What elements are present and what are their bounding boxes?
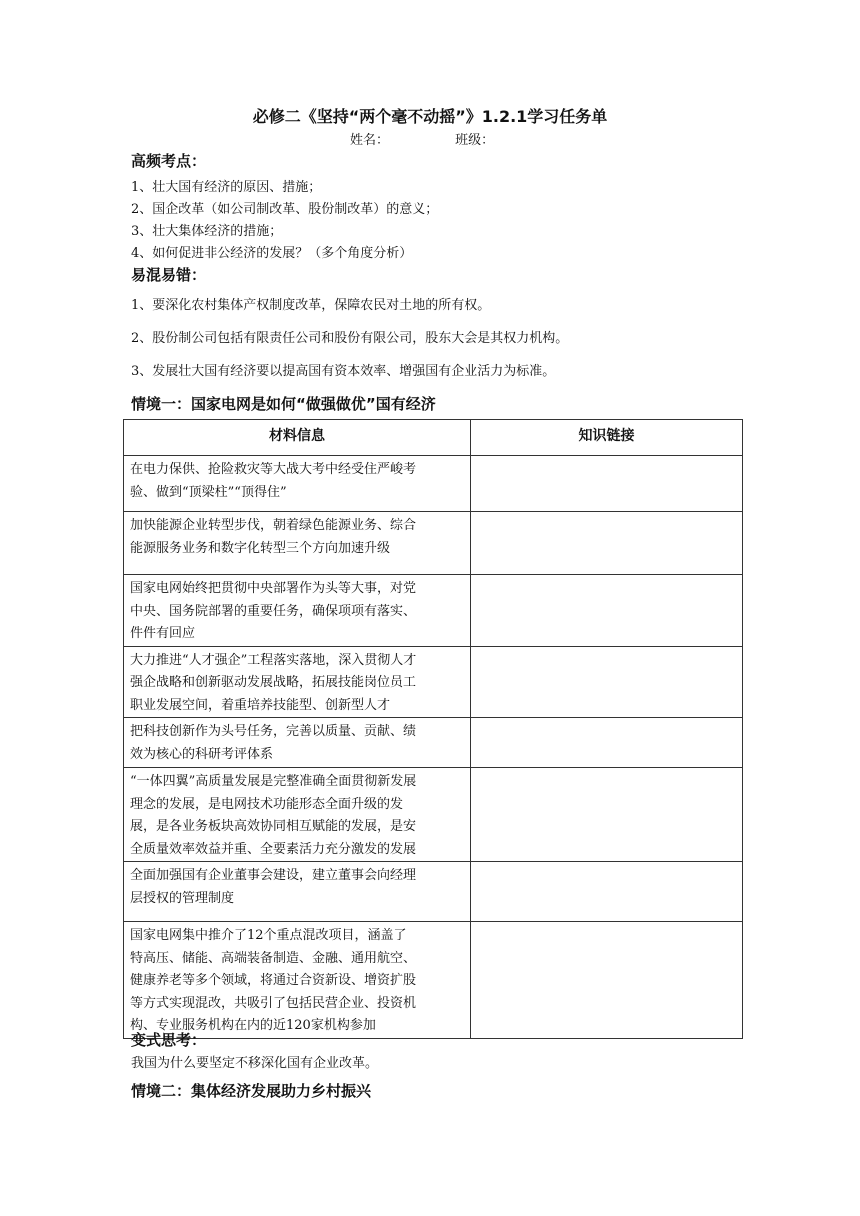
material-line: 在电力保供、抢险救灾等大战大考中经受住严峻考 [130, 462, 417, 477]
scenario2-heading: 情境二：集体经济发展助力乡村振兴 [131, 1082, 372, 1100]
name-label: 姓名： [350, 133, 390, 148]
material-knowledge-table [123, 419, 743, 1039]
class-label: 班级： [455, 133, 495, 148]
material-cell [124, 862, 471, 922]
table-header-row [124, 420, 743, 456]
material-cell [124, 575, 471, 647]
yihun-item: 2、股份制公司包括有限责任公司和股份有限公司，股东大会是其权力机构。 [131, 331, 569, 346]
material-line: 等方式实现混改，共吸引了包括民营企业、投资机 [130, 995, 417, 1011]
material-cell [124, 768, 471, 862]
table-row [124, 575, 743, 647]
material-line: 能源服务业务和数字化转型三个方向加速升级 [130, 540, 391, 556]
material-line: 大力推进“人才强企”工程落实落地，深入贯彻人才 [130, 652, 417, 668]
header-material-info: 材料信息 [124, 420, 471, 456]
material-line: “一体四翼”高质量发展是完整准确全面贯彻新发展 [130, 774, 417, 789]
material-line: 构、专业服务机构在内的近120家机构参加 [130, 1018, 376, 1033]
table-row [124, 646, 743, 718]
material-line: 效为核心的科研考评体系 [130, 746, 274, 762]
knowledge-link-cell[interactable] [471, 646, 743, 718]
gaopin-item: 2、国企改革（如公司制改革、股份制改革）的意义； [131, 202, 439, 217]
bianshi-heading: 变式思考： [131, 1031, 207, 1049]
knowledge-link-cell[interactable] [471, 768, 743, 862]
material-line: 国家电网集中推介了12个重点混改项目，涵盖了 [130, 928, 407, 943]
knowledge-link-cell[interactable] [471, 512, 743, 575]
material-cell [124, 718, 471, 768]
gaopin-heading: 高频考点： [131, 152, 207, 170]
material-line: 展，是各业务板块高效协同相互赋能的发展，是安 [130, 819, 417, 834]
material-line: 全质量效率效益并重、全要素活力充分激发的发展 [130, 841, 417, 857]
table-row [124, 512, 743, 575]
knowledge-link-cell[interactable] [471, 456, 743, 512]
material-cell [124, 456, 471, 512]
material-line: 健康养老等多个领域，将通过合资新设、增资扩股 [130, 973, 417, 988]
material-line: 加快能源企业转型步伐，朝着绿色能源业务、综合 [130, 518, 417, 533]
table-row [124, 718, 743, 768]
yihun-heading: 易混易错： [131, 266, 207, 284]
page-title: 必修二《坚持“两个毫不动摇”》1.2.1学习任务单 [252, 107, 608, 126]
material-line: 层授权的管理制度 [130, 890, 235, 906]
material-line: 验、做到“顶梁柱”“顶得住” [130, 484, 287, 500]
header-knowledge-link: 知识链接 [471, 420, 743, 456]
material-line: 国家电网始终把贯彻中央部署作为头等大事，对党 [130, 581, 417, 596]
knowledge-link-cell[interactable] [471, 922, 743, 1039]
gaopin-item: 3、壮大集体经济的措施； [131, 224, 283, 239]
material-line: 把科技创新作为头号任务，完善以质量、贡献、绩 [130, 724, 417, 739]
knowledge-link-cell[interactable] [471, 575, 743, 647]
yihun-item: 3、发展壮大国有经济要以提高国有资本效率、增强国有企业活力为标准。 [131, 364, 556, 379]
scenario1-heading: 情境一：国家电网是如何“做强做优”国有经济 [131, 395, 436, 413]
material-line: 全面加强国有企业董事会建设，建立董事会向经理 [130, 868, 417, 883]
table-row [124, 768, 743, 862]
gaopin-item: 4、如何促进非公经济的发展？（多个角度分析） [131, 246, 413, 261]
table-row [124, 922, 743, 1039]
table-row [124, 456, 743, 512]
table-row [124, 862, 743, 922]
knowledge-link-cell[interactable] [471, 862, 743, 922]
material-cell [124, 646, 471, 718]
material-line: 件件有回应 [130, 626, 196, 641]
material-cell [124, 922, 471, 1039]
yihun-item: 1、要深化农村集体产权制度改革，保障农民对土地的所有权。 [131, 298, 491, 313]
material-line: 理念的发展，是电网技术功能形态全面升级的发 [130, 796, 404, 812]
gaopin-item: 1、壮大国有经济的原因、措施； [131, 180, 322, 195]
material-line: 特高压、储能、高端装备制造、金融、通用航空、 [130, 950, 417, 966]
material-line: 强企战略和创新驱动发展战略，拓展技能岗位员工 [130, 675, 417, 690]
bianshi-question: 我国为什么要坚定不移深化国有企业改革。 [131, 1056, 379, 1071]
material-line: 职业发展空间，着重培养技能型、创新型人才 [130, 697, 391, 713]
knowledge-link-cell[interactable] [471, 718, 743, 768]
name-class-line [350, 129, 494, 148]
material-line: 中央、国务院部署的重要任务，确保项项有落实、 [130, 603, 417, 619]
material-cell [124, 512, 471, 575]
